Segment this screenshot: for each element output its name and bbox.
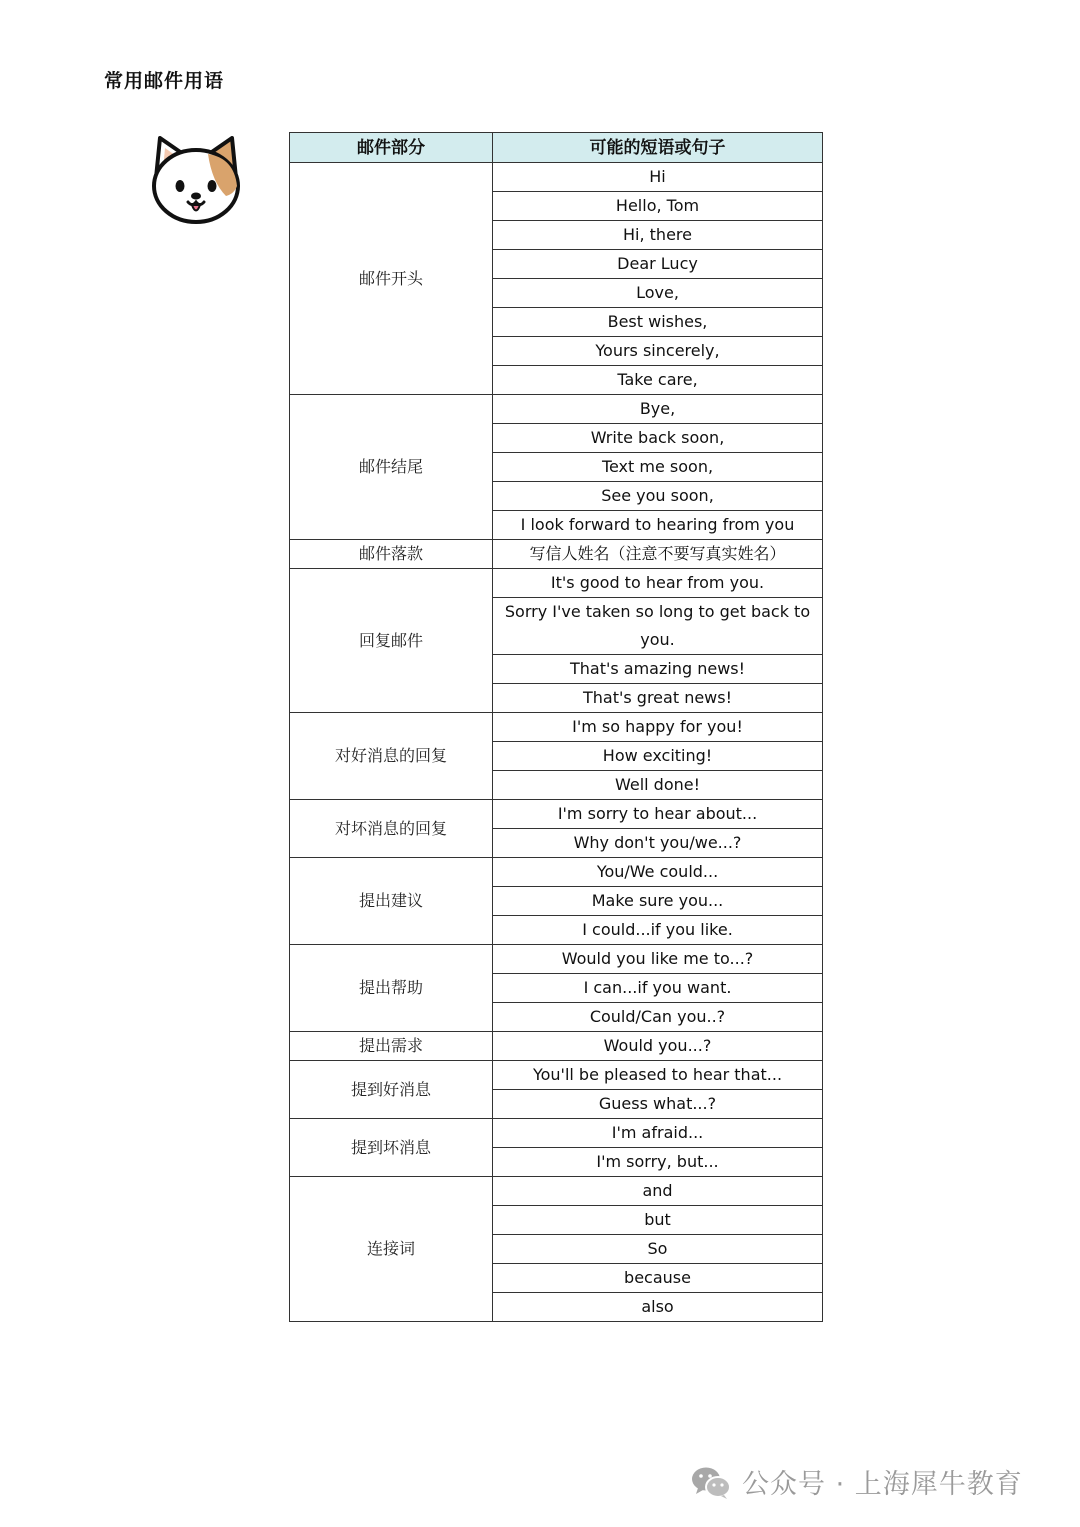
section-label: 对坏消息的回复 <box>290 800 493 858</box>
phrase-cell: That's amazing news! <box>493 655 823 684</box>
section-label: 回复邮件 <box>290 569 493 713</box>
phrase-cell: Write back soon, <box>493 424 823 453</box>
phrase-cell: It's good to hear from you. <box>493 569 823 598</box>
watermark <box>690 1462 1023 1501</box>
table-row <box>290 858 823 887</box>
section-label: 对好消息的回复 <box>290 713 493 800</box>
table-header-row <box>290 133 823 163</box>
phrase-cell: also <box>493 1293 823 1322</box>
phrase-cell: I'm sorry to hear about... <box>493 800 823 829</box>
phrase-cell: Well done! <box>493 771 823 800</box>
phrase-cell: Text me soon, <box>493 453 823 482</box>
phrase-cell: Sorry I've taken so long to get back to you. <box>493 598 823 655</box>
table-row <box>290 945 823 974</box>
phrase-cell: 写信人姓名（注意不要写真实姓名） <box>493 540 823 569</box>
phrase-cell: Hi, there <box>493 221 823 250</box>
phrase-cell: Bye, <box>493 395 823 424</box>
header-email-part: 邮件部分 <box>290 133 493 163</box>
table-row <box>290 713 823 742</box>
phrase-cell: I'm afraid... <box>493 1119 823 1148</box>
header-phrases: 可能的短语或句子 <box>493 133 823 163</box>
phrase-cell: So <box>493 1235 823 1264</box>
table-row <box>290 163 823 192</box>
dog-mascot-icon <box>146 130 246 230</box>
phrase-cell: but <box>493 1206 823 1235</box>
phrase-cell: How exciting! <box>493 742 823 771</box>
section-label: 提出建议 <box>290 858 493 945</box>
section-label: 提出帮助 <box>290 945 493 1032</box>
phrase-cell: and <box>493 1177 823 1206</box>
phrase-cell: I can...if you want. <box>493 974 823 1003</box>
phrase-cell: I'm so happy for you! <box>493 713 823 742</box>
phrase-cell: Love, <box>493 279 823 308</box>
phrase-cell: I'm sorry, but... <box>493 1148 823 1177</box>
phrase-cell: That's great news! <box>493 684 823 713</box>
phrase-cell: I could...if you like. <box>493 916 823 945</box>
phrase-cell: because <box>493 1264 823 1293</box>
table-row <box>290 395 823 424</box>
phrase-cell: Would you like me to...? <box>493 945 823 974</box>
section-label: 邮件开头 <box>290 163 493 395</box>
section-label: 邮件结尾 <box>290 395 493 540</box>
table-body <box>290 163 823 1322</box>
phrase-cell: Could/Can you..? <box>493 1003 823 1032</box>
phrase-cell: See you soon, <box>493 482 823 511</box>
phrase-cell: I look forward to hearing from you <box>493 511 823 540</box>
phrase-cell: Yours sincerely, <box>493 337 823 366</box>
email-phrases-table <box>289 132 823 1322</box>
table-row <box>290 1032 823 1061</box>
section-label: 连接词 <box>290 1177 493 1322</box>
phrase-cell: Guess what...? <box>493 1090 823 1119</box>
table-row <box>290 1061 823 1090</box>
phrase-cell: Hi <box>493 163 823 192</box>
phrase-cell: You'll be pleased to hear that... <box>493 1061 823 1090</box>
wechat-icon <box>690 1464 732 1500</box>
phrase-cell: Make sure you... <box>493 887 823 916</box>
phrase-cell: You/We could... <box>493 858 823 887</box>
phrase-cell: Hello, Tom <box>493 192 823 221</box>
phrase-cell: Why don't you/we...? <box>493 829 823 858</box>
phrase-cell: Best wishes, <box>493 308 823 337</box>
table-row <box>290 800 823 829</box>
document-title: 常用邮件用语 <box>104 70 225 92</box>
section-label: 提到坏消息 <box>290 1119 493 1177</box>
section-label: 提到好消息 <box>290 1061 493 1119</box>
phrase-cell: Would you...? <box>493 1032 823 1061</box>
watermark-text: 公众号 · 上海犀牛教育 <box>742 1469 1023 1500</box>
phrase-cell: Take care, <box>493 366 823 395</box>
table-row <box>290 1119 823 1148</box>
section-label: 邮件落款 <box>290 540 493 569</box>
phrase-cell: Dear Lucy <box>493 250 823 279</box>
table-row <box>290 1177 823 1206</box>
table-row <box>290 569 823 598</box>
table-row <box>290 540 823 569</box>
section-label: 提出需求 <box>290 1032 493 1061</box>
